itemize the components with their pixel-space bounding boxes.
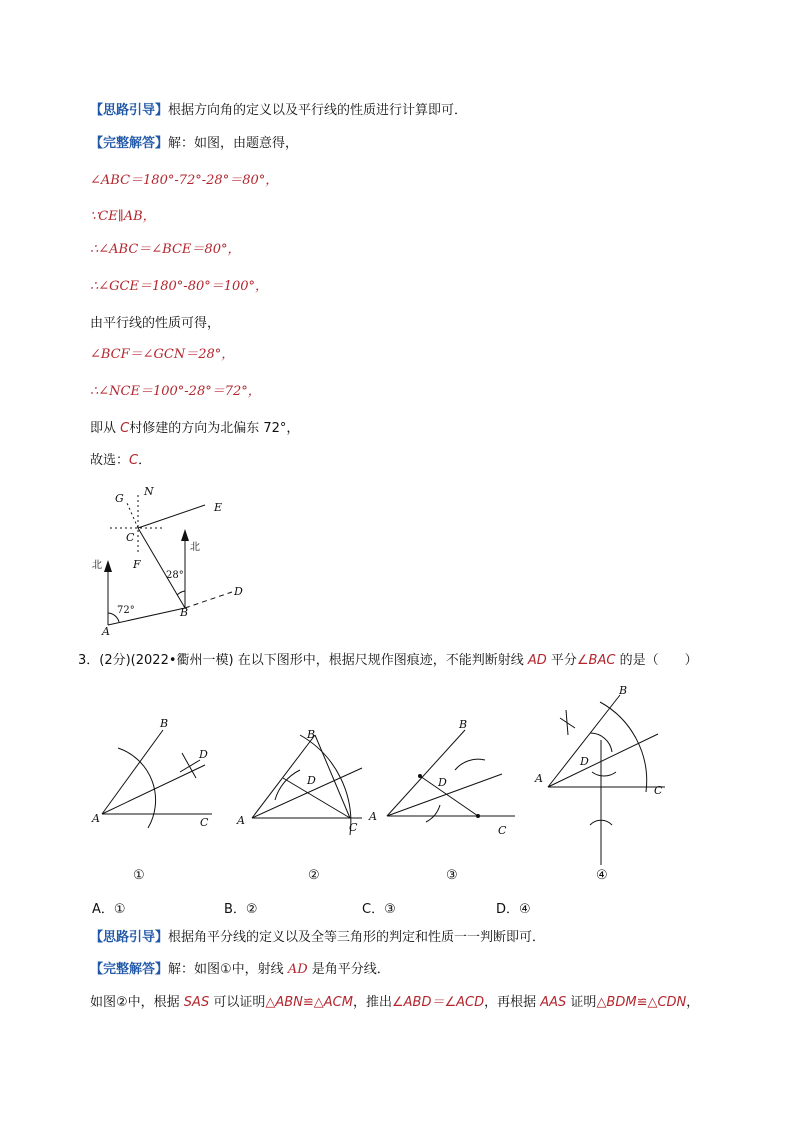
- proof-a: 如图②中，根据: [90, 995, 184, 1010]
- option-a: A．①: [92, 902, 126, 917]
- option-c: C．③: [362, 902, 396, 917]
- choice-post: ．: [138, 453, 152, 468]
- proof-tri1: △ABN≌△ACM: [265, 995, 353, 1010]
- option-b: B．②: [224, 902, 258, 917]
- proof-c: ，推出: [352, 995, 392, 1010]
- solution-tag-2: 【完整解答】: [90, 962, 169, 977]
- math-line-1: ∠ABC＝180°-72°-28°＝80°，: [90, 173, 279, 188]
- f2-label-D: D: [307, 774, 316, 787]
- solution-text: 解：如图，由题意得，: [168, 136, 299, 151]
- proof-e: 证明: [566, 995, 597, 1010]
- label-G: G: [115, 492, 124, 505]
- solution-text-2b: 是角平分线．: [307, 962, 390, 977]
- math-line-2: ∵CE∥AB，: [90, 209, 156, 224]
- proof-angle: ∠ABD＝∠ACD: [391, 995, 485, 1010]
- f4-label-A: A: [535, 772, 543, 785]
- conclusion-var: C: [120, 421, 130, 436]
- solution-line-2: [90, 961, 390, 979]
- figure-number-1: ①: [133, 868, 145, 883]
- conclusion-pre: 即从: [90, 421, 121, 436]
- solution-text-2a: 解：如图①中，射线: [168, 962, 288, 977]
- label-D: D: [234, 585, 243, 598]
- math-line-6: ∴∠NCE＝100°-28°＝72°，: [90, 384, 261, 399]
- hint-text: 根据方向角的定义以及平行线的性质进行计算即可．: [168, 103, 468, 118]
- label-north-left: 北: [92, 560, 102, 571]
- label-N: N: [144, 485, 154, 498]
- choice-var: C: [129, 453, 139, 468]
- question-3-angle: ∠BAC: [576, 653, 616, 668]
- f4-label-B: B: [619, 684, 628, 697]
- f2-label-A: A: [237, 814, 245, 827]
- label-C: C: [126, 531, 135, 544]
- figure-number-4: ④: [596, 868, 608, 883]
- label-E: E: [214, 501, 223, 514]
- solution-tag: 【完整解答】: [90, 136, 169, 151]
- figure-number-2: ②: [308, 868, 320, 883]
- hint-tag: 【思路引导】: [90, 103, 169, 118]
- text-line-parallel: 由平行线的性质可得，: [90, 316, 221, 331]
- hint-tag-2: 【思路引导】: [90, 930, 169, 945]
- proof-b: 可以证明: [209, 995, 266, 1010]
- question-3-suffix: 的是（ ）: [615, 653, 698, 668]
- figure-number-3: ③: [446, 868, 458, 883]
- f1-label-B: B: [160, 717, 169, 730]
- question-3-ad: AD: [527, 653, 547, 668]
- f1-label-D: D: [199, 748, 208, 761]
- conclusion-post: 村修建的方向为北偏东 72°，: [129, 421, 300, 436]
- hint-line-2: [90, 929, 545, 947]
- label-72deg: 72°: [117, 605, 135, 616]
- label-28deg: 28°: [166, 570, 184, 581]
- label-north-right: 北: [190, 542, 200, 553]
- f1-label-C: C: [200, 816, 209, 829]
- proof-sas: SAS: [183, 995, 210, 1010]
- f2-label-C: C: [349, 821, 358, 834]
- f2-label-B: B: [307, 728, 316, 741]
- f4-label-D: D: [580, 755, 589, 768]
- option-d: D．④: [496, 902, 531, 917]
- proof-tri2: △BDM≌△CDN: [596, 995, 687, 1010]
- hint-text-2: 根据角平分线的定义以及全等三角形的判定和性质一一判断即可．: [168, 930, 546, 945]
- f3-label-D: D: [438, 776, 447, 789]
- label-A: A: [102, 625, 110, 638]
- proof-line: [90, 994, 699, 1012]
- proof-aas: AAS: [540, 995, 567, 1010]
- f3-label-C: C: [498, 824, 507, 837]
- f3-label-A: A: [369, 810, 377, 823]
- label-F: F: [133, 558, 141, 571]
- question-3-prefix: 3．(2分)(2022•衢州一模) 在以下图形中，根据尺规作图痕迹，不能判断射线: [78, 653, 528, 668]
- f4-label-C: C: [654, 784, 663, 797]
- math-line-5: ∠BCF＝∠GCN＝28°，: [90, 347, 235, 362]
- label-B: B: [180, 606, 189, 619]
- math-line-4: ∴∠GCE＝180°-80°＝100°，: [90, 279, 269, 294]
- proof-d: ，再根据: [484, 995, 541, 1010]
- math-line-3: ∴∠ABC＝∠BCE＝80°，: [90, 242, 241, 257]
- f1-label-A: A: [92, 812, 100, 825]
- f3-label-B: B: [459, 718, 468, 731]
- question-3-middle: 平分: [546, 653, 577, 668]
- solution-ad: AD: [287, 962, 308, 977]
- choice-pre: 故选：: [90, 453, 130, 468]
- proof-f: ，: [686, 995, 700, 1010]
